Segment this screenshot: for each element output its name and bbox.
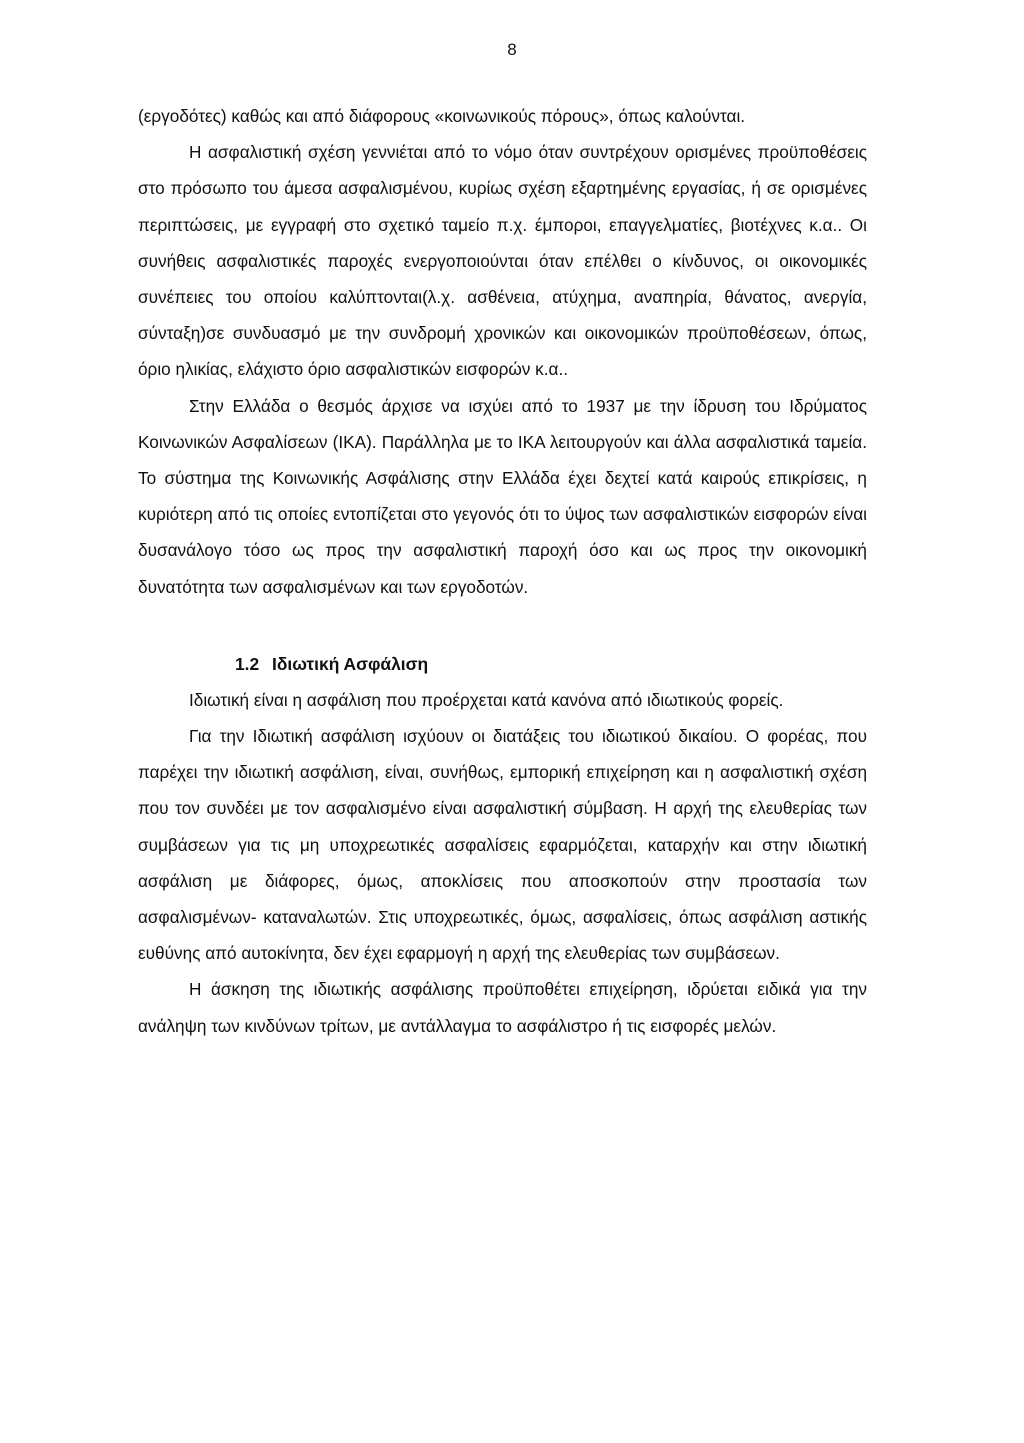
- paragraph-private-practice: Η άσκηση της ιδιωτικής ασφάλισης προϋποθέτει επιχείρηση, ιδρύεται ειδικά για την ανάληψη των κινδύνων τρίτων, με αντάλλαγμα το ασφάλιστρο ή τις εισφορές μελών.: [138, 979, 867, 1036]
- paragraph-greece-history: Στην Ελλάδα ο θεσμός άρχισε να ισχύει από το 1937 με την ίδρυση του Ιδρύματος Κοινωνικών Ασφαλίσεων (ΙΚΑ). Παράλληλα με το ΙΚΑ λειτουργούν και άλλα ασφαλιστικά ταμεία. Το σύστημα της Κοινωνικής Ασφάλισης στην Ελλάδα έχει δεχτεί κατά καιρούς επικρίσεις, η κυριότερη από τις οποίες εντοπίζεται στο γεγονός ότι το ύψος των ασφαλιστικών εισφορών είναι δυσανάλογο τόσο ως προς την ασφαλιστική παροχή όσο και ως προς την οικονομική δυνατότητα των ασφαλισμένων και των εργοδοτών.: [138, 395, 867, 597]
- paragraph-employers: (εργοδότες) καθώς και από διάφορους «κοινωνικούς πόρους», όπως καλούνται.: [138, 106, 746, 126]
- section-number: 1.2: [235, 653, 260, 674]
- paragraph-insurance-relationship: Η ασφαλιστική σχέση γεννιέται από το νόμο όταν συντρέχουν ορισμένες προϋποθέσεις στο πρόσωπο του άμεσα ασφαλισμένου, κυρίως σχέση εξαρτημένης εργασίας, ή σε ορισμένες περιπτώσεις, με εγγραφή στο σχετικό ταμείο π.χ. έμποροι, επαγγελματίες, βιοτέχνες κ.α.. Οι συνήθεις ασφαλιστικές παροχές ενεργοποιούνται όταν επέλθει ο κίνδυνος, οι οικονομικές συνέπειες του οποίου καλύπτονται(λ.χ. ασθένεια, ατύχημα, αναπηρία, θάνατος, ανεργία, σύνταξη)σε συνδυασμό με την συνδρομή χρονικών και οικονομικών προϋποθέσεων, όπως, όριο ηλικίας, ελάχιστο όριο ασφαλιστικών εισφορών κ.α..: [138, 142, 867, 380]
- section-title: Ιδιωτική Ασφάλιση: [272, 653, 429, 674]
- document-body: [138, 98, 867, 1044]
- page-number: 8: [507, 40, 517, 59]
- section-heading: [138, 646, 867, 682]
- paragraph-private-law: Για την Ιδιωτική ασφάλιση ισχύουν οι διατάξεις του ιδιωτικού δικαίου. Ο φορέας, που παρέχει την ιδιωτική ασφάλιση, είναι, συνήθως, εμπορική επιχείρηση και η ασφαλιστική σχέση που τον συνδέει με τον ασφαλισμένο είναι ασφαλιστική σύμβαση. Η αρχή της ελευθερίας των συμβάσεων για τις μη υποχρεωτικές ασφαλίσεις εφαρμόζεται, καταρχήν και στην ιδιωτική ασφάλιση με διάφορες, όμως, αποκλίσεις που αποσκοπούν στην προστασία των ασφαλισμένων- καταναλωτών. Στις υποχρεωτικές, όμως, ασφαλίσεις, όπως ασφάλιση αστικής ευθύνης από αυτοκίνητα, δεν έχει εφαρμογή η αρχή της ελευθερίας των συμβάσεων.: [138, 726, 867, 964]
- paragraph-private-definition: Ιδιωτική είναι η ασφάλιση που προέρχεται κατά κανόνα από ιδιωτικούς φορείς.: [189, 689, 784, 710]
